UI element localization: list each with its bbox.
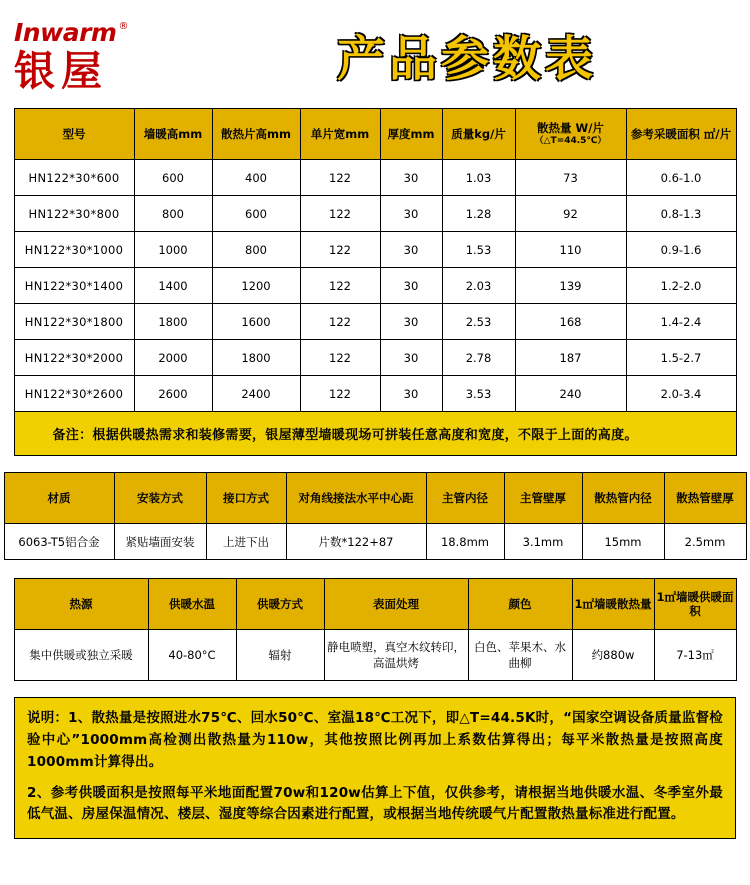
cell-reference-area: 1.4-2.4 (626, 304, 736, 340)
heat-cell-water-temp: 40-80°C (148, 630, 236, 681)
cell-weight: 3.53 (442, 376, 515, 412)
heat-header-surface-treatment: 表面处理 (324, 579, 468, 630)
page-header (0, 0, 750, 108)
cell-wall-height: 1800 (134, 304, 212, 340)
heat-header-water-temp: 供暖水温 (148, 579, 236, 630)
table-row (14, 340, 736, 376)
section-spacer (0, 560, 750, 578)
cell-weight: 2.03 (442, 268, 515, 304)
cell-wall-height: 1000 (134, 232, 212, 268)
spec-header-single-width: 单片宽mm (300, 109, 380, 160)
cell-fin-height: 1800 (212, 340, 300, 376)
material-header-fin-pipe-wall: 散热管壁厚 (664, 473, 746, 524)
cell-thickness: 30 (380, 376, 442, 412)
cell-model: HN122*30*2600 (14, 376, 134, 412)
material-cell-center-distance: 片数*122+87 (286, 524, 426, 560)
cell-fin-height: 2400 (212, 376, 300, 412)
cell-thickness: 30 (380, 160, 442, 196)
material-header-material: 材质 (4, 473, 114, 524)
heat-cell-surface-treatment: 静电喷塑，真空木纹转印，高温烘烤 (324, 630, 468, 681)
title-container (214, 20, 750, 89)
cell-weight: 2.53 (442, 304, 515, 340)
table-row (14, 268, 736, 304)
cell-single-width: 122 (300, 160, 380, 196)
heat-cell-output-per-sqm: 约880w (572, 630, 654, 681)
material-header-connection: 接口方式 (206, 473, 286, 524)
cell-wall-height: 800 (134, 196, 212, 232)
cell-thickness: 30 (380, 196, 442, 232)
cell-fin-height: 800 (212, 232, 300, 268)
material-cell-fin-pipe-wall: 2.5mm (664, 524, 746, 560)
material-table (4, 472, 747, 560)
cell-model: HN122*30*600 (14, 160, 134, 196)
cell-single-width: 122 (300, 232, 380, 268)
material-cell-connection: 上进下出 (206, 524, 286, 560)
material-cell-main-pipe-wall: 3.1mm (504, 524, 582, 560)
specification-table (14, 108, 737, 456)
cell-reference-area: 0.8-1.3 (626, 196, 736, 232)
cell-model: HN122*30*800 (14, 196, 134, 232)
cell-thickness: 30 (380, 304, 442, 340)
spec-header-fin-height: 散热片高mm (212, 109, 300, 160)
cell-fin-height: 1200 (212, 268, 300, 304)
heat-cell-area-per-sqm: 7-13㎡ (654, 630, 736, 681)
heat-header-output-per-sqm: 1㎡墙暖散热量 (572, 579, 654, 630)
spec-header-wall-height: 墙暖高mm (134, 109, 212, 160)
material-header-fin-pipe-id: 散热管内径 (582, 473, 664, 524)
cell-model: HN122*30*2000 (14, 340, 134, 376)
heat-cell-heat-source: 集中供暖或独立采暖 (14, 630, 148, 681)
material-header-install-method: 安装方式 (114, 473, 206, 524)
cell-wall-height: 1400 (134, 268, 212, 304)
material-table-header-row (4, 473, 746, 524)
brand-logo (14, 16, 214, 95)
cell-model: HN122*30*1400 (14, 268, 134, 304)
spec-header-thickness: 厚度mm (380, 109, 442, 160)
cell-thickness: 30 (380, 340, 442, 376)
material-header-main-pipe-id: 主管内径 (426, 473, 504, 524)
spec-table-header-row (14, 109, 736, 160)
heat-cell-color: 白色、苹果木、水曲柳 (468, 630, 572, 681)
cell-heat-output: 73 (515, 160, 626, 196)
cell-wall-height: 2600 (134, 376, 212, 412)
material-header-center-distance: 对角线接法水平中心距 (286, 473, 426, 524)
cell-reference-area: 2.0-3.4 (626, 376, 736, 412)
heat-source-table (14, 578, 737, 681)
cell-heat-output: 139 (515, 268, 626, 304)
heat-cell-heating-method: 辐射 (236, 630, 324, 681)
brand-name-en: Inwarm (14, 18, 117, 47)
heat-header-color: 颜色 (468, 579, 572, 630)
cell-heat-output: 240 (515, 376, 626, 412)
cell-fin-height: 400 (212, 160, 300, 196)
table-row (14, 304, 736, 340)
heat-table-header-row (14, 579, 736, 630)
table-row (14, 160, 736, 196)
heat-header-heating-method: 供暖方式 (236, 579, 324, 630)
heat-header-heat-source: 热源 (14, 579, 148, 630)
spec-header-weight: 质量kg/片 (442, 109, 515, 160)
cell-model: HN122*30*1000 (14, 232, 134, 268)
cell-single-width: 122 (300, 196, 380, 232)
cell-single-width: 122 (300, 304, 380, 340)
brand-name-cn: 银屋 (14, 47, 108, 95)
cell-weight: 2.78 (442, 340, 515, 376)
material-cell-material: 6063-T5铝合金 (4, 524, 114, 560)
spec-header-heat-output (515, 109, 626, 160)
footer-note-box (14, 697, 736, 839)
cell-weight: 1.28 (442, 196, 515, 232)
cell-heat-output: 187 (515, 340, 626, 376)
cell-thickness: 30 (380, 268, 442, 304)
registered-trademark-icon: ® (118, 21, 129, 32)
spec-header-reference-area: 参考采暖面积 ㎡/片 (626, 109, 736, 160)
material-cell-install-method: 紧贴墙面安装 (114, 524, 206, 560)
cell-heat-output: 168 (515, 304, 626, 340)
table-row (4, 524, 746, 560)
cell-reference-area: 1.5-2.7 (626, 340, 736, 376)
table-row (14, 630, 736, 681)
material-cell-main-pipe-id: 18.8mm (426, 524, 504, 560)
footer-paragraph-1: 说明：1、散热量是按照进水75℃、回水50℃、室温18℃工况下，即△T=44.5K时，“国家空调设备质量监督检验中心”1000mm高检测出散热量为110w，其他按照比例再加上系数估算得出；每平米散热量是按照高度1000mm计算得出。 (27, 710, 723, 770)
cell-reference-area: 0.6-1.0 (626, 160, 736, 196)
spec-header-heat-output-line2: （△T=44.5℃） (534, 135, 607, 146)
spec-table-note: 备注：根据供暖热需求和装修需要，银屋薄型墙暖现场可拼装任意高度和宽度，不限于上面的高度。 (14, 412, 736, 456)
page-title: 产品参数表 (336, 30, 597, 87)
spec-header-model: 型号 (14, 109, 134, 160)
section-spacer (0, 456, 750, 472)
spec-table-note-row (14, 412, 736, 456)
table-row (14, 196, 736, 232)
cell-fin-height: 1600 (212, 304, 300, 340)
brand-logo-english (14, 20, 128, 45)
cell-single-width: 122 (300, 340, 380, 376)
table-row (14, 232, 736, 268)
spec-header-heat-output-line1: 散热量 W/片 (537, 121, 604, 136)
heat-header-area-per-sqm: 1㎡墙暖供暖面积 (654, 579, 736, 630)
cell-reference-area: 0.9-1.6 (626, 232, 736, 268)
material-cell-fin-pipe-id: 15mm (582, 524, 664, 560)
cell-reference-area: 1.2-2.0 (626, 268, 736, 304)
cell-fin-height: 600 (212, 196, 300, 232)
cell-wall-height: 600 (134, 160, 212, 196)
spec-table-body (14, 160, 736, 456)
cell-weight: 1.53 (442, 232, 515, 268)
cell-weight: 1.03 (442, 160, 515, 196)
material-header-main-pipe-wall: 主管壁厚 (504, 473, 582, 524)
table-row (14, 376, 736, 412)
heat-table-body (14, 630, 736, 681)
footer-paragraph-2: 2、参考供暖面积是按照每平米地面配置70w和120w估算上下值，仅供参考，请根据当地供暖水温、冬季室外最低气温、房屋保温情况、楼层、湿度等综合因素进行配置，或根据当地传统暖气片配置散热量标准进行配置。 (27, 784, 723, 823)
cell-single-width: 122 (300, 376, 380, 412)
cell-model: HN122*30*1800 (14, 304, 134, 340)
cell-heat-output: 92 (515, 196, 626, 232)
material-table-body (4, 524, 746, 560)
cell-wall-height: 2000 (134, 340, 212, 376)
cell-heat-output: 110 (515, 232, 626, 268)
cell-single-width: 122 (300, 268, 380, 304)
cell-thickness: 30 (380, 232, 442, 268)
